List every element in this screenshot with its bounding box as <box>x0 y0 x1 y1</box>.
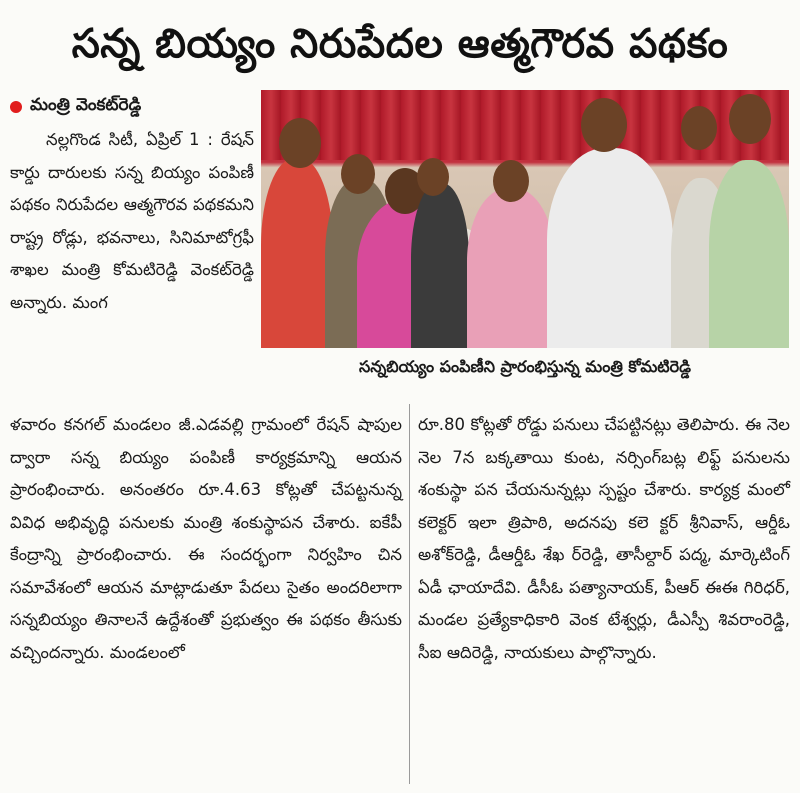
column-divider <box>409 404 410 784</box>
person-head <box>681 106 717 150</box>
article-body-top: నల్లగొండ సిటీ, ఏప్రిల్ 1 : రేషన్ కార్డు దారులకు సన్న బియ్యం పంపిణీ పథకం నిరుపేదల ఆత్మగౌరవ పథకమని రాష్ట్ర రోడ్లు, భవనాలు, సినిమాటోగ్రఫీ శాఖల మంత్రి కోమటిరెడ్డి వెంకట్‌రెడ్డి అన్నారు. మంగ <box>10 130 254 312</box>
person-head <box>417 158 449 196</box>
photo-caption: సన్నబియ్యం పంపిణీని ప్రారంభిస్తున్న మంత్రి కోమటిరెడ్డి <box>359 357 691 376</box>
person-head <box>341 154 375 194</box>
byline <box>10 94 141 120</box>
person-head <box>581 98 627 152</box>
person-figure <box>709 160 789 348</box>
person-figure <box>467 188 555 348</box>
person-head <box>729 94 771 144</box>
article-body-left-column: ళవారం కనగల్ మండలం జీ.ఎడవల్లి గ్రామంలో రేషన్ షాపుల ద్వారా సన్న బియ్యం పంపిణీ కార్యక్రమాన్ని ఆయన ప్రారంభించారు. అనంతరం రూ.4.63 కోట్లతో చేపట్టనున్న వివిధ అభివృద్ధి పనులకు మంత్రి శంకుస్థాపన చేశారు. ఐకేపీ కేంద్రాన్ని ప్రారంభించారు. ఈ సందర్భంగా నిర్వహిం చిన సమావేశంలో ఆయన మాట్లాడుతూ పేదలు సైతం అందరిలాగా సన్నబియ్యం తినాలనే ఉద్దేశంతో ప్రభుత్వం ఈ పథకం తీసుకు వచ్చిందన్నారు. మండలంలో <box>10 415 402 662</box>
bullet-dot-icon <box>10 101 22 113</box>
person-head <box>493 160 529 202</box>
person-figure <box>261 158 333 348</box>
news-photo <box>261 90 789 348</box>
person-figure <box>547 148 673 348</box>
person-figure <box>411 183 469 348</box>
headline: సన్న బియ్యం నిరుపేదల ఆత్మగౌరవ పథకం <box>71 21 729 67</box>
byline-text: మంత్రి వెంకట్‌రెడ్డి <box>30 95 142 115</box>
article-body-right-column: రూ.80 కోట్లతో రోడ్డు పనులు చేపట్టినట్లు తెలిపారు. ఈ నెల నెల 7న బక్కతాయి కుంట, నర్సింగ్‌బట్ల లిఫ్ట్ పనులను శంకుస్థా పన చేయనున్నట్లు స్పష్టం చేశారు. కార్యక్ర మంలో కలెక్టర్ ఇలా త్రిపాఠి, అదనపు కలె క్టర్ శ్రీనివాస్, ఆర్డీఓ అశోక్‌రెడ్డి, డీఆర్డీఓ శేఖ ర్‌రెడ్డి, తాసీల్దార్ పద్మ, మార్కెటింగ్ ఏడీ ఛాయాదేవి. డీసీఓ పత్యానాయక్, పీఆర్ ఈఈ గిరిధర్, మండల ప్రత్యేకాధికారి వెంక టేశ్వర్లు, డీఎస్పీ శివరాంరెడ్డి, సీఐ ఆదిరెడ్డి, నాయకులు పాల్గొన్నారు. <box>418 415 790 662</box>
person-head <box>279 118 321 168</box>
